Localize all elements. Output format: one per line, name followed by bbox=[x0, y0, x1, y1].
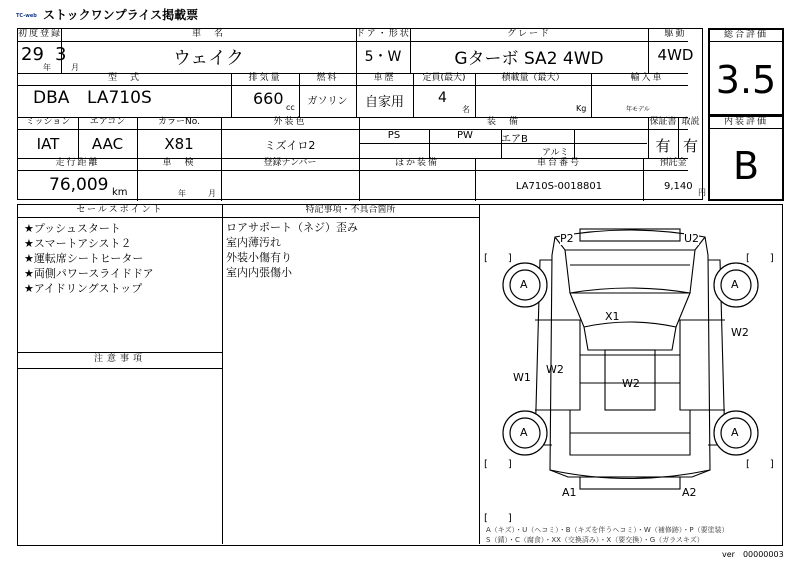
grade-value: Gターボ SA2 4WD bbox=[454, 49, 604, 69]
list-item: ★運転席シートヒーター bbox=[24, 252, 144, 265]
month-unit: 月 bbox=[71, 63, 79, 72]
model-year-unit: 年モデル bbox=[626, 106, 650, 113]
displacement-value: 660 bbox=[253, 89, 284, 108]
list-item: ★両側パワースライドドア bbox=[24, 267, 154, 280]
color-no-header: カラーNo. bbox=[158, 117, 200, 127]
list-item: 外装小傷有り bbox=[226, 251, 292, 264]
history-value: 自家用 bbox=[364, 95, 404, 110]
first-reg-header: 初度登録 bbox=[18, 29, 63, 39]
fuel-value: ガソリン bbox=[307, 96, 348, 107]
chassis-header: 車台番号 bbox=[536, 158, 581, 168]
overall-score-header: 総合評価 bbox=[723, 30, 768, 40]
interior-score-box bbox=[708, 115, 784, 201]
manual-header: 取説 bbox=[681, 117, 700, 127]
chassis-value: LA710S-0018801 bbox=[515, 181, 603, 192]
model-prefix-value: DBA bbox=[33, 88, 70, 108]
inspection-header: 車 検 bbox=[162, 158, 196, 168]
sales-points-list bbox=[24, 221, 154, 296]
displacement-unit: cc bbox=[286, 103, 295, 112]
warranty-header: 保証書 bbox=[649, 117, 677, 127]
import-header: 輸入車 bbox=[630, 73, 664, 83]
warranty-value: 有 bbox=[655, 137, 671, 155]
car-name-header: 車 名 bbox=[191, 29, 225, 39]
doors-header: ドア・形状 bbox=[356, 29, 411, 39]
list-item: ★スマートアシスト２ bbox=[24, 237, 132, 250]
capacity-unit: 名 bbox=[462, 105, 470, 114]
mark-tire-fl: A bbox=[520, 278, 528, 291]
mark-tire-rr: A bbox=[731, 426, 739, 439]
mark-w2-center: W2 bbox=[622, 377, 640, 390]
bracket-fr: [ ] bbox=[746, 253, 774, 264]
fuel-header: 燃料 bbox=[316, 73, 339, 83]
equip-alumi: アルミ bbox=[542, 148, 569, 158]
mark-u2: U2 bbox=[684, 232, 700, 245]
overall-score-box bbox=[708, 28, 784, 116]
inspection-month-unit: 月 bbox=[208, 189, 216, 198]
mark-p2: P2 bbox=[560, 232, 574, 245]
equip-ab: エアB bbox=[501, 134, 528, 145]
mark-tire-rl: A bbox=[520, 426, 528, 439]
sales-points-header: セールスポイント bbox=[76, 205, 164, 215]
list-item: ★アイドリングストップ bbox=[24, 282, 143, 295]
legend-line-2: S（錆）・C（腐食）・XX（交換済み）・X（要交換）・G（ガラスキズ） bbox=[486, 536, 704, 544]
interior-score-value: B bbox=[732, 144, 760, 188]
year-unit: 年 bbox=[43, 63, 51, 72]
remarks-list bbox=[226, 220, 358, 280]
mark-w2-left: W2 bbox=[546, 363, 564, 376]
legend-line-1: A（キズ）・U（ヘコミ）・B（キズを伴うヘコミ）・W（補修跡）・P（要塗装） bbox=[486, 526, 729, 534]
manual-value: 有 bbox=[682, 137, 698, 155]
deposit-value: 9,140 bbox=[664, 181, 693, 192]
mark-tire-fr: A bbox=[731, 278, 739, 291]
mark-w2-right: W2 bbox=[731, 326, 749, 339]
exterior-color-header: 外装色 bbox=[273, 117, 307, 127]
doors-value: 5・W bbox=[364, 49, 402, 65]
mark-a2: A2 bbox=[682, 486, 697, 499]
deposit-header: 預託金 bbox=[659, 158, 687, 168]
mileage-value: 76,009 bbox=[49, 175, 109, 195]
list-item: ロアサポート（ネジ）歪み bbox=[226, 221, 358, 234]
mileage-unit: km bbox=[112, 187, 128, 198]
other-equip-header: ほか装備 bbox=[394, 158, 439, 168]
list-item: 室内薄汚れ bbox=[226, 236, 281, 249]
aircon-header: エアコン bbox=[89, 117, 126, 127]
list-item: ★プッシュスタート bbox=[24, 222, 121, 235]
displacement-header: 排気量 bbox=[248, 73, 282, 83]
notes-header: 注意事項 bbox=[93, 354, 146, 364]
load-header: 積載量（最大） bbox=[501, 73, 565, 83]
deposit-unit: 円 bbox=[698, 188, 706, 197]
overall-score-value: 3.5 bbox=[715, 58, 777, 102]
load-unit: Kg bbox=[576, 104, 587, 113]
version-label: ver 00000003 bbox=[722, 550, 784, 559]
bracket-rr: [ ] bbox=[746, 459, 774, 470]
month-value: 3 bbox=[55, 44, 67, 65]
year-value: 29 bbox=[21, 44, 44, 65]
mission-value: IAT bbox=[36, 135, 60, 153]
capacity-header: 定員(最大) bbox=[422, 73, 466, 83]
logo: TC-web bbox=[16, 13, 37, 19]
car-name-value: ウェイク bbox=[173, 48, 244, 69]
equip-ps: PS bbox=[387, 130, 401, 141]
history-header: 車歴 bbox=[373, 73, 396, 83]
bracket-fl: [ ] bbox=[484, 253, 512, 264]
list-item: 室内内張傷小 bbox=[226, 266, 292, 279]
page-title: ストックワンプライス掲載票 bbox=[43, 8, 199, 22]
mission-header: ミッション bbox=[25, 117, 71, 127]
bracket-rl: [ ] bbox=[484, 459, 512, 470]
capacity-value: 4 bbox=[438, 90, 447, 106]
mark-a1: A1 bbox=[562, 486, 577, 499]
equip-pw: PW bbox=[457, 130, 473, 141]
inspection-year-unit: 年 bbox=[178, 189, 186, 198]
mark-w1: W1 bbox=[513, 371, 531, 384]
mark-x1: X1 bbox=[605, 310, 620, 323]
remarks-header: 特記事項・不具合箇所 bbox=[305, 205, 396, 215]
plate-header: 登録ナンバー bbox=[263, 158, 317, 168]
model-value: LA710S bbox=[87, 88, 152, 108]
aircon-value: AAC bbox=[91, 135, 124, 153]
bracket-bottom: [ ] bbox=[484, 513, 512, 524]
equipment-header: 装 備 bbox=[486, 117, 520, 127]
model-header: 型 式 bbox=[107, 73, 141, 83]
color-no-value: X81 bbox=[164, 135, 194, 153]
mileage-header: 走行距離 bbox=[55, 158, 100, 168]
drive-value: 4WD bbox=[657, 46, 694, 64]
drive-header: 駆動 bbox=[664, 29, 687, 39]
exterior-color-value: ミズイロ2 bbox=[264, 139, 316, 152]
grade-header: グレード bbox=[506, 29, 551, 39]
interior-score-header: 内装評価 bbox=[723, 117, 768, 127]
car-damage-diagram bbox=[480, 215, 780, 515]
